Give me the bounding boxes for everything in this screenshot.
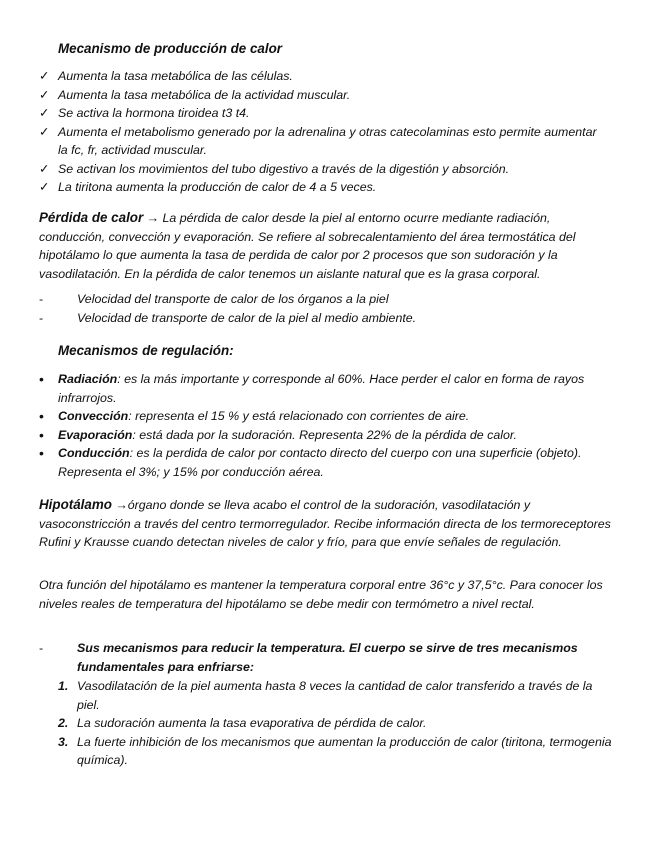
list-item: • Conducción: es la perdida de calor por contacto directo del cuerpo con una superficie (objeto). Representa el 3%; y 15% por conducción aérea. xyxy=(39,445,582,479)
list-item: ✓ Se activa la hormona tiroidea t3 t4. xyxy=(39,104,609,123)
check-icon: ✓ xyxy=(39,124,50,139)
dash-icon: - xyxy=(39,310,44,325)
list-item: ✓ Aumenta la tasa metabólica de las células. xyxy=(39,67,609,86)
regulation-heading: Mecanismos de regulación: xyxy=(58,343,234,358)
list-item: 1. Vasodilatación de la piel aumenta hasta 8 veces la cantidad de calor transferido a través de la piel. xyxy=(58,679,593,712)
list-item: • Radiación: es la más importante y corresponde al 60%. Hace perder el calor en forma de rayos infrarrojos. xyxy=(39,371,585,405)
list-item: ✓ La tiritona aumenta la producción de calor de 4 a 5 veces. xyxy=(39,178,609,197)
dash-icon: - xyxy=(39,292,44,306)
dash-icon: - xyxy=(39,641,44,655)
list-item xyxy=(39,639,614,676)
hipotalamo-paragraph xyxy=(39,496,617,552)
list-item: ✓ Aumenta la tasa metabólica de la actividad muscular. xyxy=(39,86,609,105)
bullet-icon: • xyxy=(39,408,44,424)
check-icon: ✓ xyxy=(39,87,50,102)
hipotalamo-text: órgano donde se lleva acabo el control de la sudoración, vasodilatación y vasoconstricción a través del centro termorregulador. Recibe información directa de los termoreceptores Rufini y Krausse cuando detectan niveles de calor y frío, para que envíe señales de regulación. xyxy=(39,498,611,549)
check-icon: ✓ xyxy=(39,180,50,194)
check-icon: ✓ xyxy=(39,106,50,120)
arrow-icon: → xyxy=(115,498,128,512)
list-item: • Convección: representa el 15 % y está relacionado con corrientes de aire. xyxy=(39,408,470,424)
list-item: • Evaporación: está dada por la sudoración. Representa 22% de la pérdida de calor. xyxy=(39,426,517,443)
mechanisms-subheading-list xyxy=(39,639,614,676)
production-heading: Mecanismo de producción de calor xyxy=(58,41,282,56)
bullet-icon: • xyxy=(39,426,44,443)
list-item: - Velocidad del transporte de calor de los órganos a la piel xyxy=(58,290,598,309)
bullet-icon: • xyxy=(39,371,44,387)
list-item: - Velocidad de transporte de calor de la piel al medio ambiente. xyxy=(58,309,598,328)
perdida-paragraph xyxy=(39,209,617,283)
hipotalamo-paragraph-2: Otra función del hipotálamo es mantener la temperatura corporal entre 36°c y 37,5°c. Para conocer los niveles reales de temperatura del hipotálamo se debe medir con termómetro a nivel rectal. xyxy=(39,578,603,611)
check-icon: ✓ xyxy=(39,69,50,83)
perdida-text: La pérdida de calor desde la piel al entorno ocurre mediante radiación, conducción, convección y evaporación. Se refiere al sobrecalentamiento del área termostática del hipotálamo lo que aumenta la tasa de perdida de calor por 2 procesos que son sudoración y la vasodilatación. En la pérdida de calor tenemos un aislante natural que es la grasa corporal. xyxy=(39,211,576,281)
production-list xyxy=(39,67,609,197)
perdida-list xyxy=(39,290,598,327)
mechanisms-subheading: Sus mecanismos para reducir la temperatura. El cuerpo se sirve de tres mecanismos fundamentales para enfriarse: xyxy=(77,641,578,674)
list-item: 3. La fuerte inhibición de los mecanismos que aumentan la producción de calor (tiritona, termogenia química). xyxy=(58,734,612,767)
regulation-list xyxy=(39,370,617,481)
cooling-list xyxy=(58,677,614,770)
hipotalamo-term: Hipotálamo xyxy=(39,497,112,512)
check-icon: ✓ xyxy=(39,161,50,176)
arrow-icon: → xyxy=(146,211,160,225)
perdida-term: Pérdida de calor xyxy=(39,210,144,225)
list-item: 2. La sudoración aumenta la tasa evaporativa de pérdida de calor. xyxy=(58,716,427,730)
list-item: ✓ Aumenta el metabolismo generado por la adrenalina y otras catecolaminas esto permite aumentar la fc, fr, actividad muscular. xyxy=(39,124,597,157)
bullet-icon: • xyxy=(39,445,44,461)
list-item: ✓ Se activan los movimientos del tubo digestivo a través de la digestión y absorción. xyxy=(39,160,609,179)
